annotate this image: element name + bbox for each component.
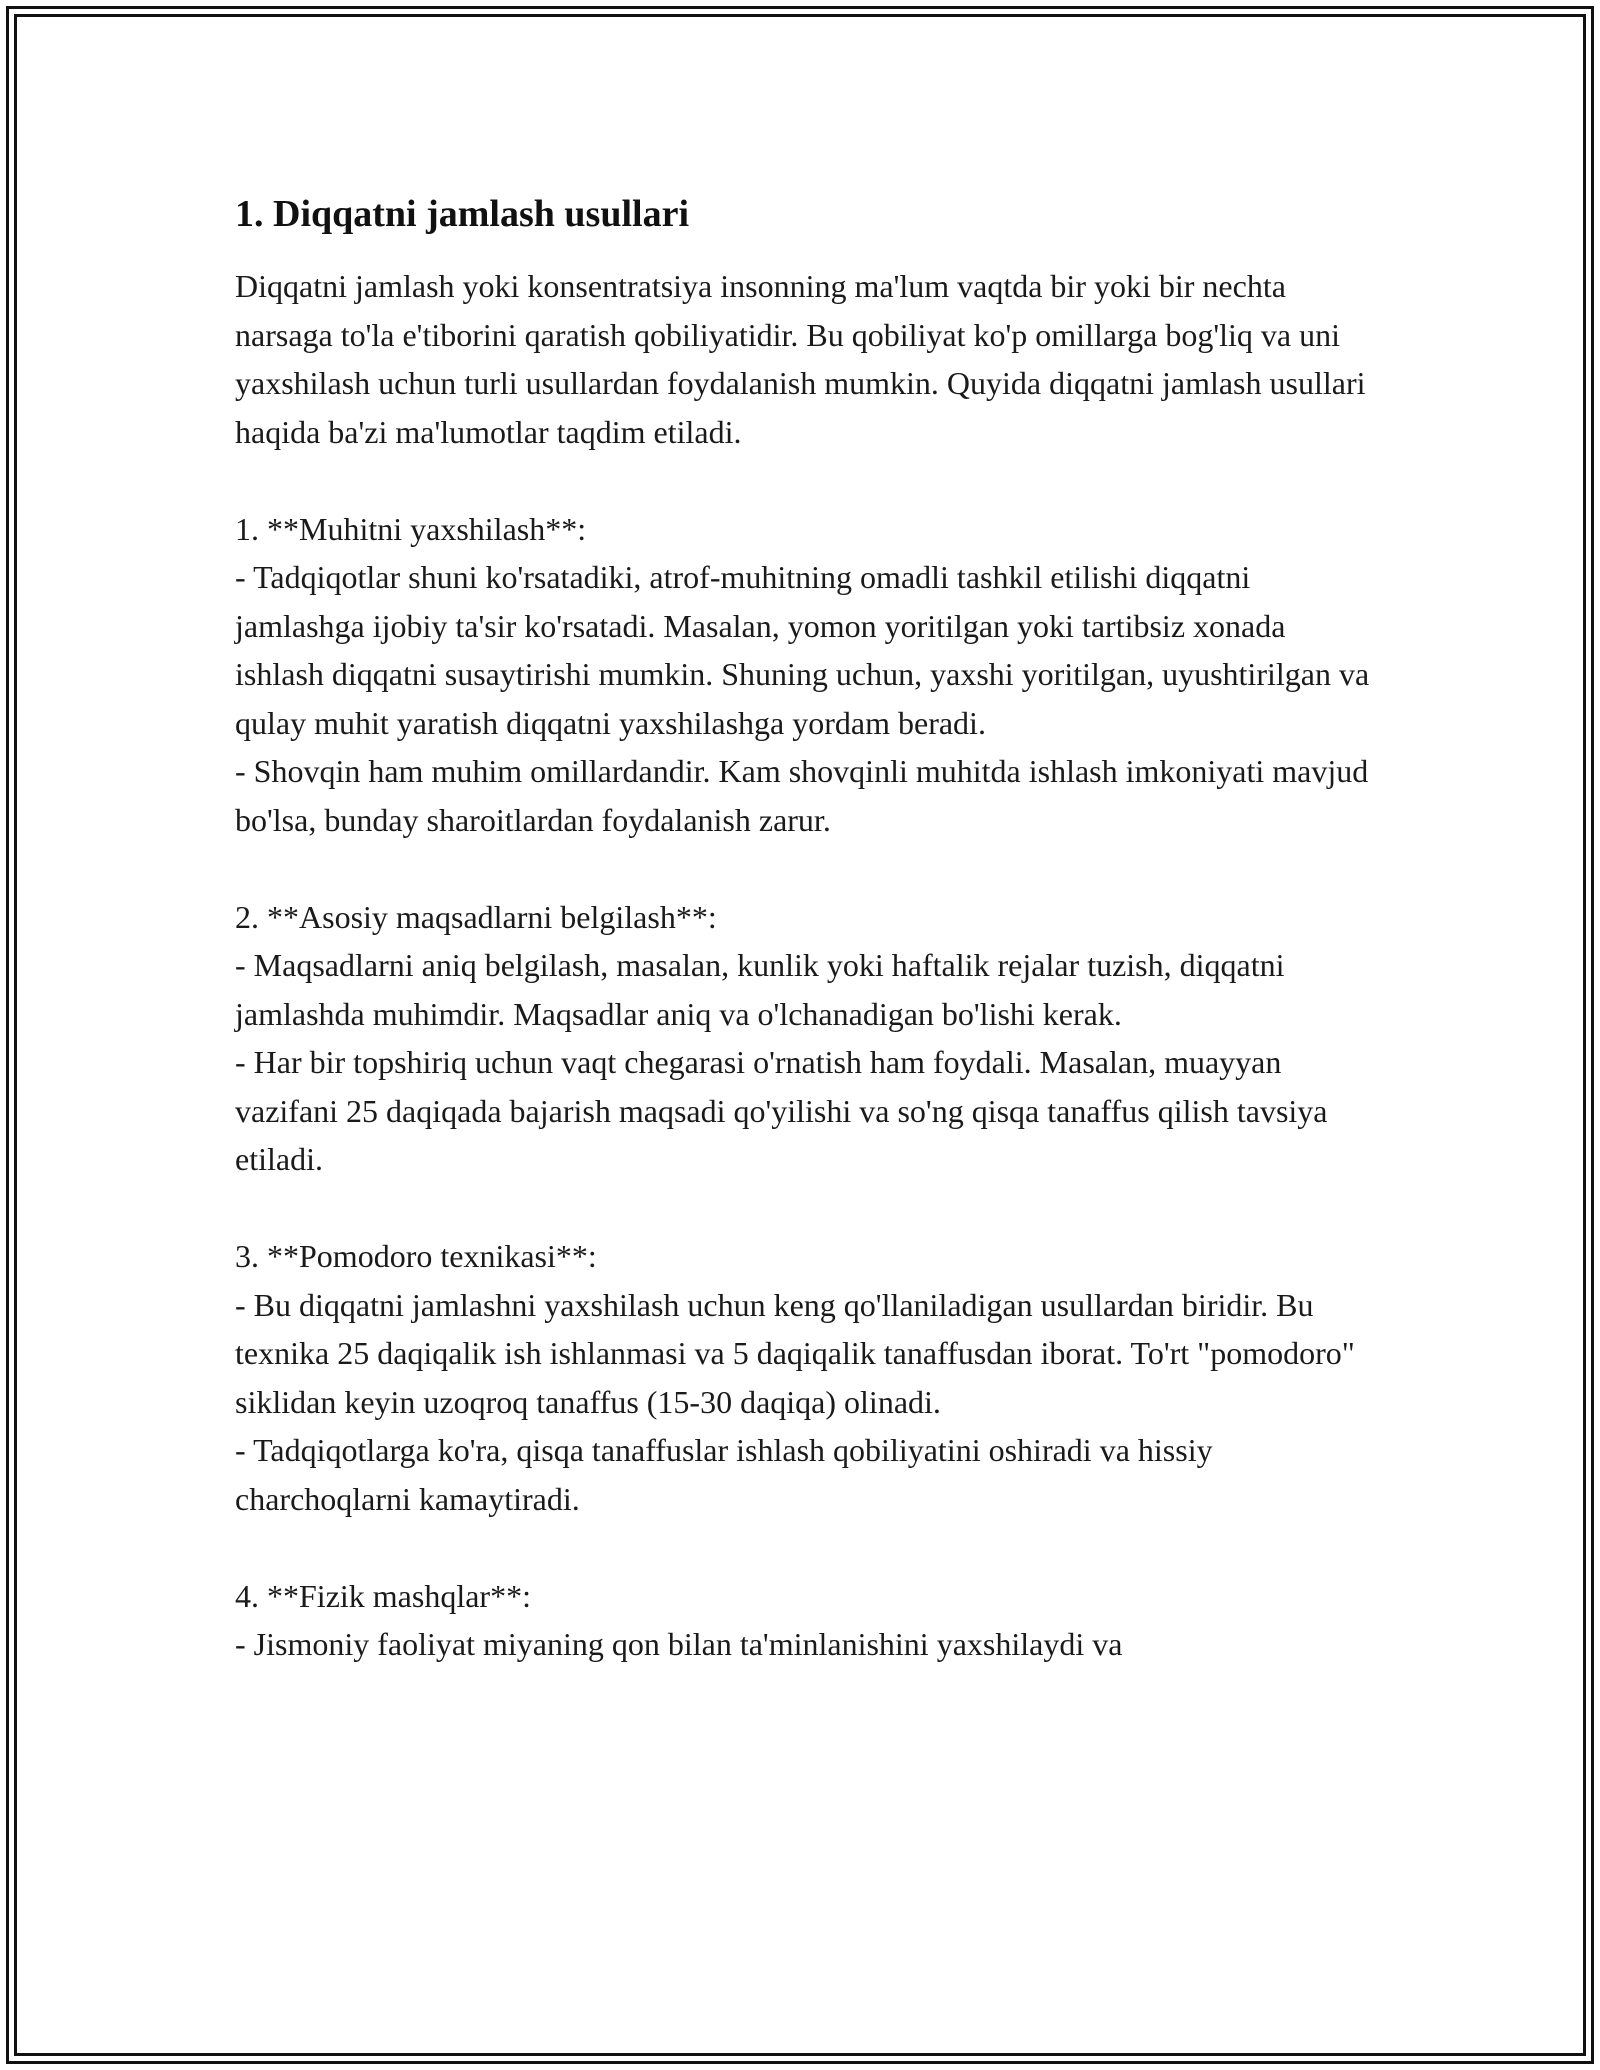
section-4 <box>235 1572 1375 1669</box>
spacer <box>235 1523 1375 1572</box>
section-point: - Jismoniy faoliyat miyaning qon bilan ta'minlanishini yaxshilaydi va <box>235 1626 1123 1662</box>
section-heading: 1. **Muhitni yaxshilash**: <box>235 510 587 547</box>
document-title: 1. Diqqatni jamlash usullari <box>235 193 689 235</box>
section-point: - Tadqiqotlarga ko'ra, qisqa tanaffuslar ishlash qobiliyatini oshiradi va hissiy charchoqlarni kamaytiradi. <box>235 1432 1213 1517</box>
spacer <box>235 456 1375 505</box>
section-heading: 3. **Pomodoro texnikasi**: <box>235 1238 597 1274</box>
document-body <box>235 186 1375 1669</box>
section-point: - Tadqiqotlar shuni ko'rsatadiki, atrof-muhitning omadli tashkil etilishi diqqatni jamlashga ijobiy ta'sir ko'rsatadi. Masalan, yomon yoritilgan yoki tartibsiz xonada ishlash diqqatni susaytirishi mumkin. Shuning uchun, yaxshi yoritilgan, uyushtirilgan va qulay muhit yaratish diqqatni yaxshilashga yordam beradi. <box>235 559 1370 741</box>
section-3 <box>235 1232 1375 1523</box>
section-point: - Bu diqqatni jamlashni yaxshilash uchun keng qo'llaniladigan usullardan biridir. Bu texnika 25 daqiqalik ish ishlanmasi va 5 daqiqalik tanaffusdan iborat. To'rt "pomodoro" siklidan keyin uzoqroq tanaffus (15-30 daqiqa) olinadi. <box>235 1286 1355 1420</box>
section-point: - Maqsadlarni aniq belgilash, masalan, kunlik yoki haftalik rejalar tuzish, diqqatni jamlashda muhimdir. Maqsadlar aniq va o'lchanadigan bo'lishi kerak. <box>235 947 1285 1032</box>
section-heading: 4. **Fizik mashqlar**: <box>235 1577 531 1614</box>
spacer <box>235 844 1375 893</box>
section-heading: 2. **Asosiy maqsadlarni belgilash**: <box>235 898 717 935</box>
section-1 <box>235 505 1375 845</box>
section-point: - Shovqin ham muhim omillardandir. Kam shovqinli muhitda ishlash imkoniyati mavjud bo'lsa, bunday sharoitlardan foydalanish zarur. <box>235 753 1369 838</box>
section-2 <box>235 893 1375 1184</box>
spacer <box>235 1184 1375 1233</box>
section-point: - Har bir topshiriq uchun vaqt chegarasi o'rnatish ham foydali. Masalan, muayyan vazifani 25 daqiqada bajarish maqsadi qo'yilishi va so'ng qisqa tanaffus qilish tavsiya etiladi. <box>235 1044 1328 1177</box>
intro-paragraph: Diqqatni jamlash yoki konsentratsiya insonning ma'lum vaqtda bir yoki bir nechta narsaga to'la e'tiborini qaratish qobiliyatidir. Bu qobiliyat ko'p omillarga bog'liq va uni yaxshilash uchun turli usullardan foydalanish mumkin. Quyida diqqatni jamlash usullari haqida ba'zi ma'lumotlar taqdim etiladi. <box>235 268 1366 450</box>
